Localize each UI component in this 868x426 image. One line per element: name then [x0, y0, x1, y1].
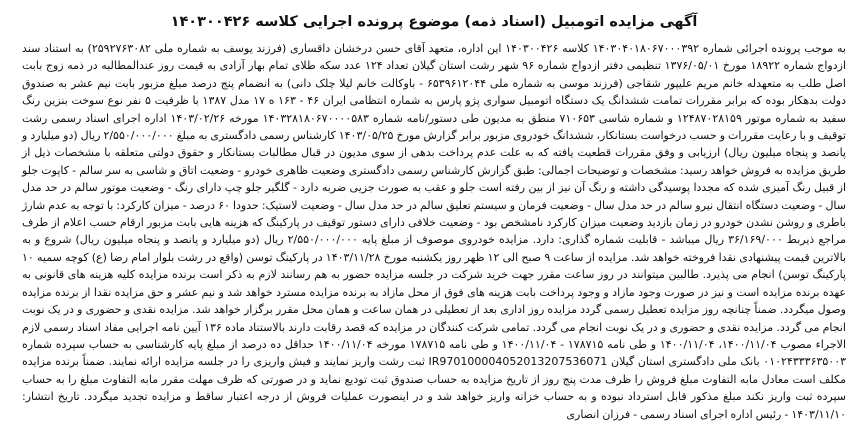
notice-body: به موجب پرونده اجرائی شماره ۱۴۰۳۰۴۰۱۸۰۶۷۰۰۰۳۹۲ کلاسه ۱۴۰۳۰۰۴۲۶ این اداره، متعهد آقای حسن درخشان داقساری (فرزند یوسف به شماره ملی ۲۵۹۲۷۶۳۰۸۲) به استناد سند ازدواج شماره ۱۸۹۲۲ مورخ ۱۳۷۶/۰۵/۰۱ تنظیمی دفتر ازدواج شماره ۹۶ شهر رشت استان گیلان تعداد ۱۲۴ عدد سکه طلای تمام بهار آزادی به قیمت روز عندالمطالبه در ذمه زوج بابت اصل طلب به متعهدله خانم مریم علیپور شقاجی (فرزند موسی به شماره ملی ۶۵۳۹۶۱۲۰۴۴ - باوکالت خانم لیلا چلک دانی) به انضمام پنج درصد مبلغ مزبور بابت نیم عشر به صندوق دولت بدهکار بوده که برابر مقررات تمامت ششدانگ یک دستگاه اتومبیل سواری پژو پارس به شماره انتظامی ایران ۴۶ - ۱۶۳ ه ۱۷ مدل ۱۳۸۷ با ظرفیت ۵ نفر نوع سوخت بنزین رنگ سفید به شماره موتور ۱۲۴۸۷۰۲۸۱۵۹ و شماره شاسی ۷۱۰۶۵۳ منطق به مدیون طی دستور/نامه شماره ۱۴۰۳۲۸۱۸۰۶۷۰۰۰۰۵۸۳ مورخه ۱۴۰۳/۰۲/۲۶ اداره اجرای اسناد رسمی رشت توقیف و با رعایت مقررات و حسب درخواست بستانکار، ششدانگ خودروی مزبور برابر گزارش مورخ ۱۴۰۳/۰۵/۲۵ کارشناس رسمی دادگستری به مبلغ ۲/۵۵۰/۰۰۰/۰۰۰ ریال (دو میلیارد و پانصد و پنجاه میلیون ریال) ارزیابی و وفق مقررات قطعیت یافته که به علت عدم پرداخت بدهی از سوی مدیون در قبال مطالبات بستانکار و حقوق دولتی متعلقه با مشخصات ذیل از طریق مزایده به فروش خواهد رسید: مشخصات و توضیحات اجمالی: طبق گزارش کارشناس رسمی دادگستری وضعیت ظاهری خودرو - وضعیت اتاق و شاسی به سر سالم - کاپوت جلو از قبیل رنگ آمیزی شده که مجددا پوسیدگی داشته و رنگ آن نیز از بین رفته است جلو و عقب به صورت جزیی ضربه دارد - گلگیر جلو چپ دارای رنگ - وضعیت موتور سالم در حد مدل سال - وضعیت دستگاه انتقال نیرو سالم در حد مدل سال - وضعیت فرمان و سیستم تعلیق سالم در حد مدل سال - وضعیت لاستیک: حدودا ۶۰ درصد - میزان کارکرد: با توجه به عدم شارژ باطری و روشن نشدن خودرو در زمان بازدید وضعیت میزان کارکرد نامشخص بود - وضعیت خلافی دارای دستور توقیف در پارکینگ که هزینه هایی بابت مزبور ارقام حسب اعلام از طرف مراجع ذیربط ۳۶/۱۶۹/۰۰۰ ریال میباشد - قابلیت شماره گذاری: دارد. مزایده خودروی موصوف از مبلغ پایه ۲/۵۵۰/۰۰۰/۰۰۰ ریال (دو میلیارد و پانصد و پنجاه میلیون ریال) شروع و به بالاترین قیمت پیشنهادی نقدا فروخته خواهد شد. مزایده از ساعت ۹ صبح الی ۱۲ ظهر روز یکشنبه مورخ ۱۴۰۳/۱۱/۲۸ در پارکینگ توسن (واقع در رشت بلوار امام رضا (ع) کوچه سمیه ۱۰ پارکینگ توسن) انجام می پذیرد. طالبین میتوانند در روز ساعت مقرر جهت خرید شرکت در جلسه مزایده حضور به هم رسانند لازم به ذکر است برنده مزایده کلیه هزینه های قانونی به عهده برنده مزایده است و نیز در صورت وجود مازاد و وجود پرداخت بابت هزینه های فوق از محل مازاد به برنده مزایده مسترد خواهد شد و نیم عشر و حق مزایده نقدا از برنده مزایده وصول میگردد. ضمناً چنانچه روز مزایده تعطیل رسمی گردد مزایده روز اداری بعد از تعطیلی در همان ساعت و همان محل مقرر برگزار خواهد شد. مزایده نقدی و حضوری و در یک نوبت انجام می گردد. مزایده نقدی و حضوری و در یک نوبت انجام می گردد. تمامی شرکت کنندگان در مزایده که قصد رقابت دارند بالاستناد ماده ۱۳۶ آیین نامه اجرایی مفاد اسناد رسمی لازم الاجراء مصوب ۱۴۰۰/۱۱/۰۴، ۱۴۰۰/۱۱/۰۴ و طی نامه ۱۷۸۷۱۵ - ۱۴۰۰/۱۱/۰۴ و طی نامه ۱۷۸۷۱۵ مورخه ۱۴۰۰/۱۱/۰۴ حداقل ده درصد از مبلغ پایه کارشناسی به حساب سپرده شماره ۰۱۰۲۴۳۳۳۶۳۵۰۰۳ بانک ملی دادگستری استان گیلان IR970100004052013207536071 ثبت رشت واریز نمایند و فیش واریزی را در جلسه مزایده ارائه نمایند. ضمناً برنده مزایده مکلف است معادل مابه التفاوت مبلغ فروش را ظرف مدت پنج روز از تاریخ مزایده به حساب صندوق ثبت تودیع نماید و در صورتی که ظرف مهلت مقرر مابه التفاوت مبلغ را به حساب سپرده ثبت واریز نکند مبلغ مذکور قابل استرداد نبوده و به حساب خزانه واریز خواهد شد و در اینصورت عملیات فروش از درجه اعتبار ساقط و مزایده تجدید میگردد. تاریخ انتشار: ۱۴۰۳/۱۱/۱۰ - رئیس اداره اجرای اسناد رسمی - فرزان انصاری [22, 42, 847, 421]
notice-title: آگهی مزایده اتومبیل (اسناد ذمه) موضوع پرونده اجرایی کلاسه ۱۴۰۳۰۰۴۲۶ [170, 14, 698, 30]
